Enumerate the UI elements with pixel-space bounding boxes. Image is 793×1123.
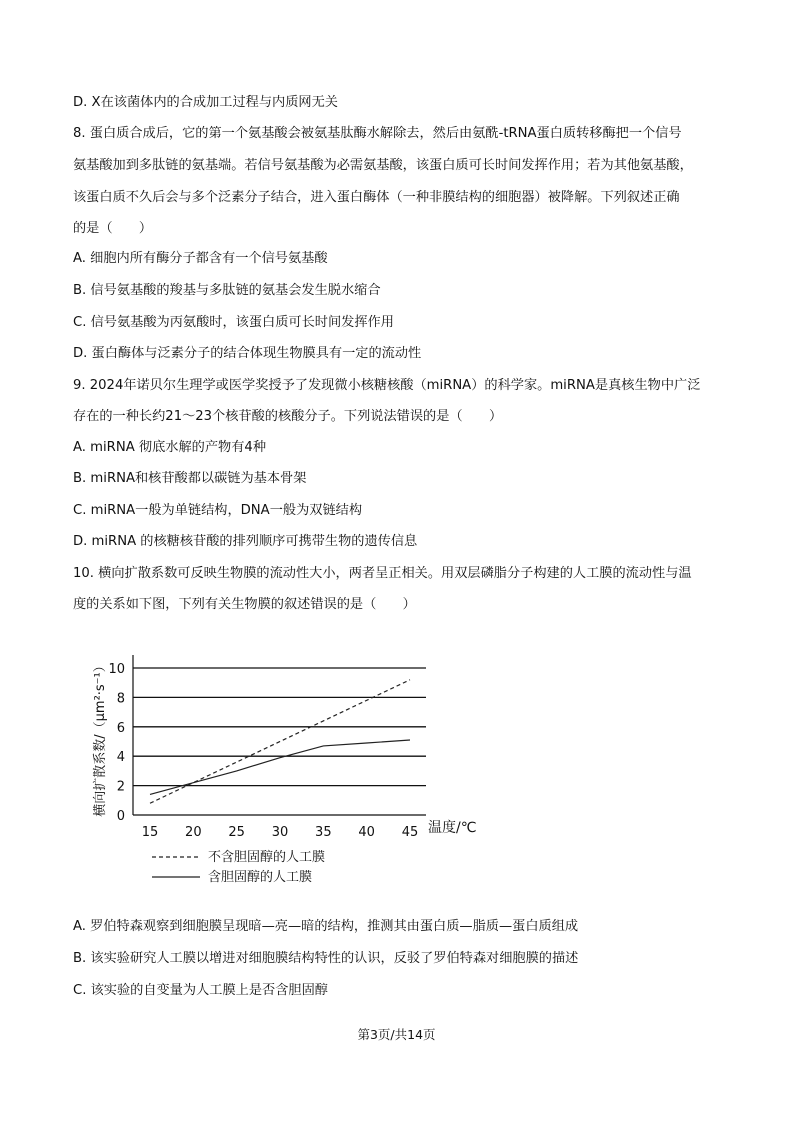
legend-label-no-cholesterol: 不含胆固醇的人工膜	[208, 850, 326, 865]
q10-stem-line-2: 度的关系如下图，下列有关生物膜的叙述错误的是（ ）	[73, 597, 416, 612]
q8-option-d: D. 蛋白酶体与泛素分子的结合体现生物膜具有一定的流动性	[73, 346, 422, 361]
x-tick-label-35: 35	[315, 825, 332, 840]
q9-stem-line-2: 存在的一种长约21～23个核苷酸的核酸分子。下列说法错误的是（ ）	[73, 409, 503, 424]
x-tick-label-45: 45	[401, 825, 419, 840]
x-axis-label: 温度/℃	[428, 820, 477, 836]
q8-option-c: C. 信号氨基酸为丙氨酸时，该蛋白质可长时间发挥作用	[73, 315, 394, 330]
y-tick-label-6: 6	[116, 720, 125, 736]
y-tick-label-2: 2	[116, 779, 125, 795]
page-footer: 第3页/共14页	[357, 1027, 436, 1042]
series-line-1	[150, 740, 410, 794]
q8-stem-line-4: 的是（ ）	[73, 221, 153, 236]
q9-stem-line-1: 9. 2024年诺贝尔生理学或医学奖授予了发现微小核糖核酸（miRNA）的科学家。miRNA是真核生物中广泛	[73, 378, 701, 393]
q9-option-d: D. miRNA 的核糖核苷酸的排列顺序可携带生物的遗传信息	[73, 534, 418, 549]
q8-stem-line-3: 该蛋白质不久后会与多个泛素分子结合，进入蛋白酶体（一种非膜结构的细胞器）被降解。下列叙述正确	[73, 190, 680, 205]
y-axis-label: 横向扩散系数/（μm²·s⁻¹）	[93, 659, 108, 817]
q10-option-a: A. 罗伯特森观察到细胞膜呈现暗—亮—暗的结构，推测其由蛋白质—脂质—蛋白质组成	[73, 919, 579, 934]
q8-option-b: B. 信号氨基酸的羧基与多肽链的氨基会发生脱水缩合	[73, 283, 381, 298]
x-tick-label-30: 30	[271, 825, 289, 840]
x-tick-label-40: 40	[358, 825, 375, 840]
y-tick-label-10: 10	[108, 662, 125, 677]
q8-option-a: A. 细胞内所有酶分子都含有一个信号氨基酸	[73, 251, 328, 266]
y-tick-label-8: 8	[116, 691, 125, 707]
q9-option-a: A. miRNA 彻底水解的产物有4种	[73, 440, 267, 455]
q8-stem-line-2: 氨基酸加到多肽链的氨基端。若信号氨基酸为必需氨基酸，该蛋白质可长时间发挥作用；若为其他氨基酸，	[73, 158, 693, 173]
y-tick-label-0: 0	[116, 809, 125, 824]
y-tick-label-4: 4	[116, 750, 125, 766]
q9-option-c: C. miRNA一般为单链结构，DNA一般为双链结构	[73, 503, 363, 518]
q10-option-c: C. 该实验的自变量为人工膜上是否含胆固醇	[73, 983, 328, 998]
q9-option-b: B. miRNA和核苷酸都以碳链为基本骨架	[73, 471, 307, 486]
q10-stem-line-1: 10. 横向扩散系数可反映生物膜的流动性大小，两者呈正相关。用双层磷脂分子构建的人工膜的流动性与温	[73, 566, 692, 581]
series-line-0	[150, 680, 410, 803]
x-tick-label-20: 20	[185, 825, 202, 840]
x-tick-label-25: 25	[228, 825, 245, 840]
q8-stem-line-1: 8. 蛋白质合成后，它的第一个氨基酸会被氨基肽酶水解除去，然后由氨酰-tRNA蛋白质转移酶把一个信号	[73, 126, 682, 141]
legend-label-with-cholesterol: 含胆固醇的人工膜	[208, 870, 313, 885]
q7-option-d: D. X在该菌体内的合成加工过程与内质网无关	[73, 95, 338, 110]
chart-legend	[152, 849, 325, 885]
x-tick-label-15: 15	[141, 825, 159, 840]
q10-option-b: B. 该实验研究人工膜以增进对细胞膜结构特性的认识，反驳了罗伯特森对细胞膜的描述	[73, 951, 579, 966]
